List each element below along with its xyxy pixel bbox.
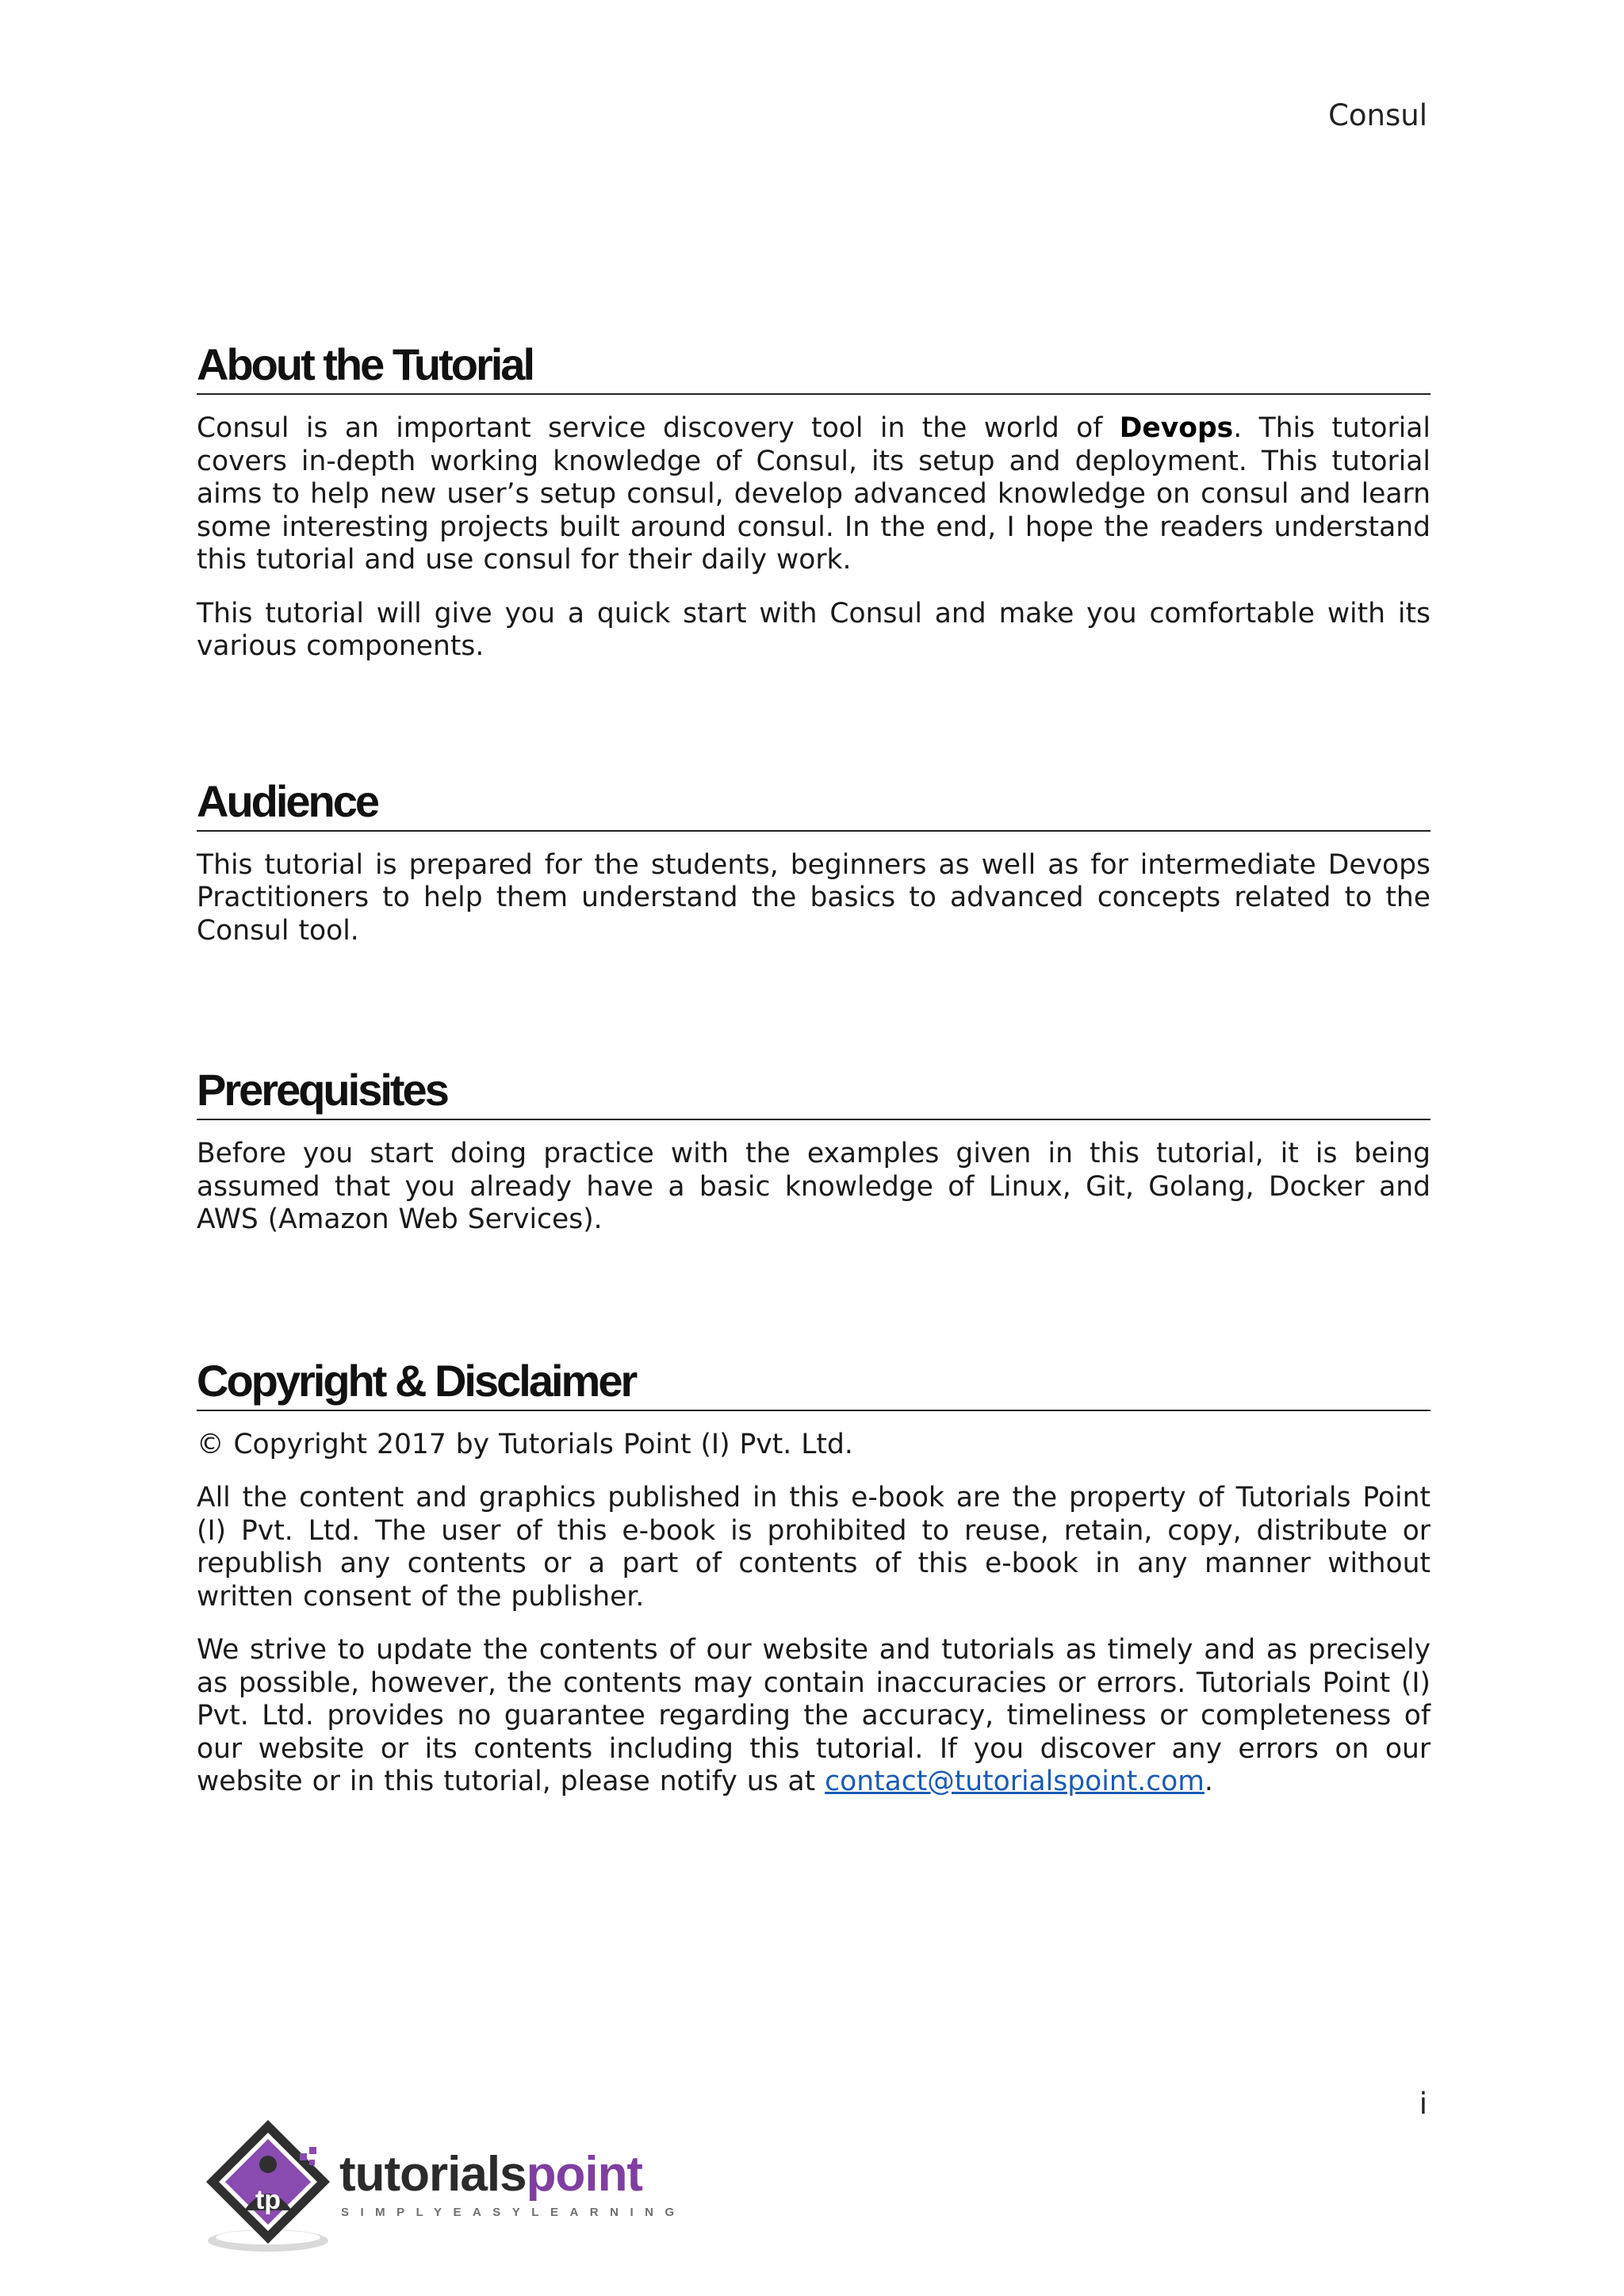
- section-title-audience: Audience: [197, 776, 1431, 832]
- running-header: Consul: [1328, 98, 1427, 132]
- section-title-about: About the Tutorial: [197, 339, 1431, 395]
- about-p1-text-a: Consul is an important service discovery tool in the world of: [197, 412, 1120, 444]
- contact-email-link[interactable]: contact@tutorialspoint.com: [825, 1766, 1205, 1797]
- section-about: [197, 339, 1431, 664]
- about-paragraph-2: This tutorial will give you a quick start with Consul and make you comfortable with its various components.: [197, 597, 1431, 662]
- copyright-paragraph-1: © Copyright 2017 by Tutorials Point (I) Pvt. Ltd.: [197, 1428, 853, 1460]
- section-title-copyright: Copyright & Disclaimer: [197, 1356, 1431, 1411]
- tutorialspoint-logo: [195, 2115, 703, 2258]
- section-audience: [197, 776, 1431, 948]
- section-copyright: [197, 1356, 1431, 1799]
- copyright-paragraph-3: [197, 1634, 1431, 1799]
- logo-mark-letters: tp: [255, 2185, 282, 2215]
- logo-wordmark: [339, 2147, 643, 2202]
- document-body: [197, 339, 1431, 1799]
- logo-word-tutorials: tutorials: [339, 2147, 527, 2202]
- page-number: i: [1419, 2087, 1427, 2121]
- audience-paragraph-1: This tutorial is prepared for the students, beginners as well as for intermediate Devops Practitioners to help them understand the basics to advanced concepts related to the Consul tool.: [197, 848, 1431, 947]
- about-p1-bold: Devops: [1119, 412, 1234, 444]
- copyright-paragraph-2: All the content and graphics published in this e-book are the property of Tutorials Point (I) Pvt. Ltd. The user of this e-book is prohibited to reuse, retain, copy, distribute or republish any contents or a part of contents of this e-book in any manner without written consent of the publisher.: [197, 1482, 1431, 1613]
- copyright-p3-text-a: We strive to update the contents of our website and tutorials as timely and as precisely as possible, however, the contents may contain inaccuracies or errors. Tutorials Point (I) Pvt. Ltd. provides no guarantee regarding the accuracy, timeliness or completeness of our website or its contents including this tutorial. If you discover any errors on our website or in this tutorial, please notify us at: [197, 1634, 1431, 1797]
- about-paragraph-1: [197, 412, 1431, 577]
- about-p1-text-b: . This tutorial covers in-depth working knowledge of Consul, its setup and deployment. This tutorial aims to help new user’s setup consul, develop advanced knowledge on consul and learn some interesting projects built around consul. In the end, I hope the readers understand this tutorial and use consul for their daily work.: [197, 412, 1431, 576]
- section-prerequisites: [197, 1065, 1431, 1237]
- prerequisites-paragraph-1: Before you start doing practice with the examples given in this tutorial, it is being assumed that you already have a basic knowledge of Linux, Git, Golang, Docker and AWS (Amazon Web Services).: [197, 1138, 1431, 1235]
- section-title-prerequisites: Prerequisites: [197, 1065, 1431, 1120]
- copyright-p3-text-b: .: [1204, 1766, 1213, 1797]
- logo-mark-icon: [195, 2115, 338, 2258]
- logo-word-point: point: [526, 2147, 643, 2202]
- logo-tagline: SIMPLYEASYLEARNING: [341, 2206, 686, 2219]
